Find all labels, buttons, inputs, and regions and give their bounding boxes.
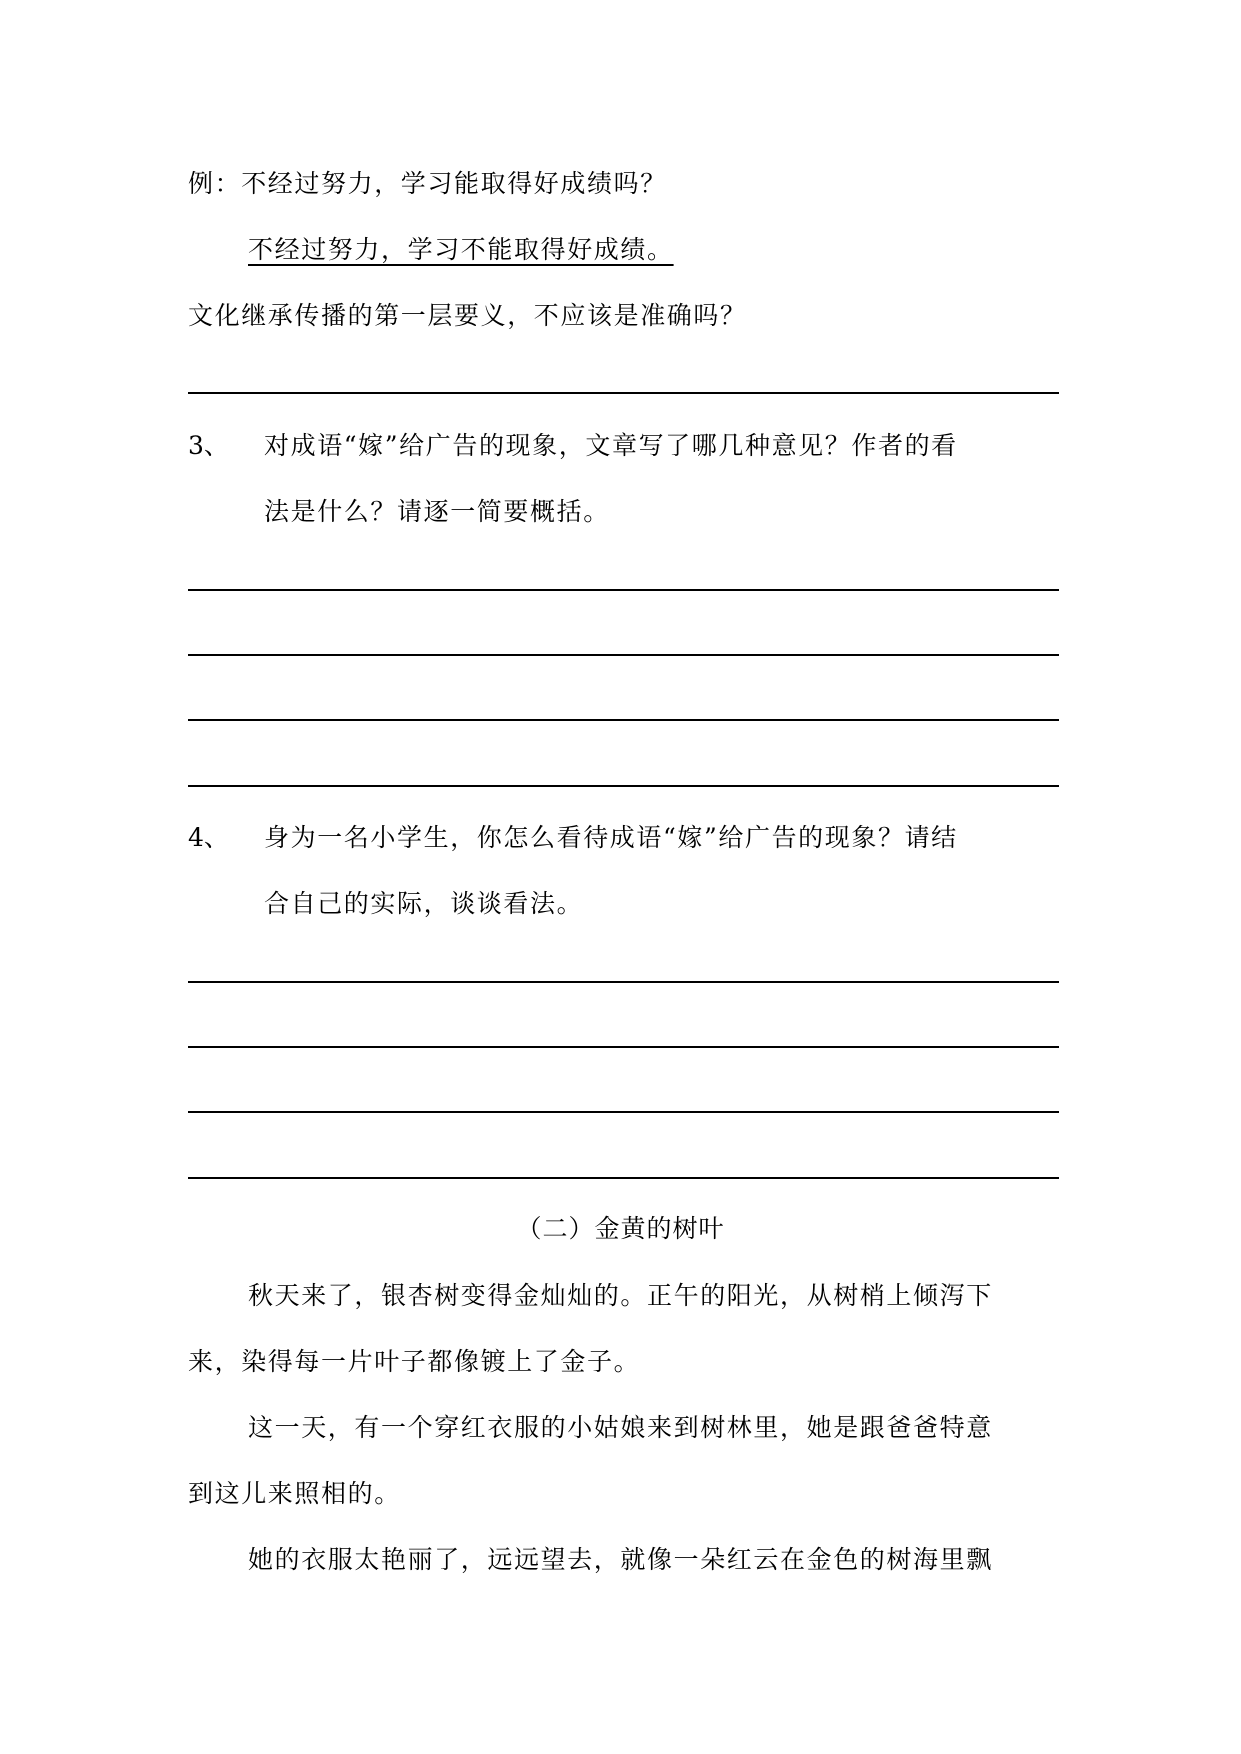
answer-line[interactable] [188,719,1059,721]
passage-p1-line-1: 秋天来了，银杏树变得金灿灿的。正午的阳光，从树梢上倾泻下 [248,1281,993,1310]
answer-line[interactable] [188,392,1059,394]
answer-line[interactable] [188,589,1059,591]
passage-p1-line-2: 来，染得每一片叶子都像镀上了金子。 [188,1347,641,1376]
passage-p2-line-1: 这一天，有一个穿红衣服的小姑娘来到树林里，她是跟爸爸特意 [248,1413,993,1442]
example-answer: 不经过努力，学习不能取得好成绩。 [248,235,674,264]
question-3-line-2: 法是什么？请逐一简要概括。 [264,497,610,526]
answer-line[interactable] [188,654,1059,656]
answer-line[interactable] [188,1046,1059,1048]
example-question: 例：不经过努力，学习能取得好成绩吗？ [188,169,667,198]
answer-line[interactable] [188,1111,1059,1113]
question-3-number: 3、 [188,431,229,460]
answer-line[interactable] [188,981,1059,983]
passage-title: （二）金黄的树叶 [516,1214,725,1243]
question-4-number: 4、 [188,823,229,852]
question-4-line-2: 合自己的实际，谈谈看法。 [264,889,584,918]
passage-p3-line-1: 她的衣服太艳丽了，远远望去，就像一朵红云在金色的树海里飘 [248,1545,993,1574]
question-4-line-1: 身为一名小学生，你怎么看待成语“嫁”给广告的现象？请结 [264,823,958,852]
answer-line[interactable] [188,1177,1059,1179]
answer-line[interactable] [188,785,1059,787]
example-task: 文化继承传播的第一层要义，不应该是准确吗？ [188,301,747,330]
passage-p2-line-2: 到这儿来照相的。 [188,1479,401,1508]
question-3-line-1: 对成语“嫁”给广告的现象，文章写了哪几种意见？作者的看 [264,431,958,460]
